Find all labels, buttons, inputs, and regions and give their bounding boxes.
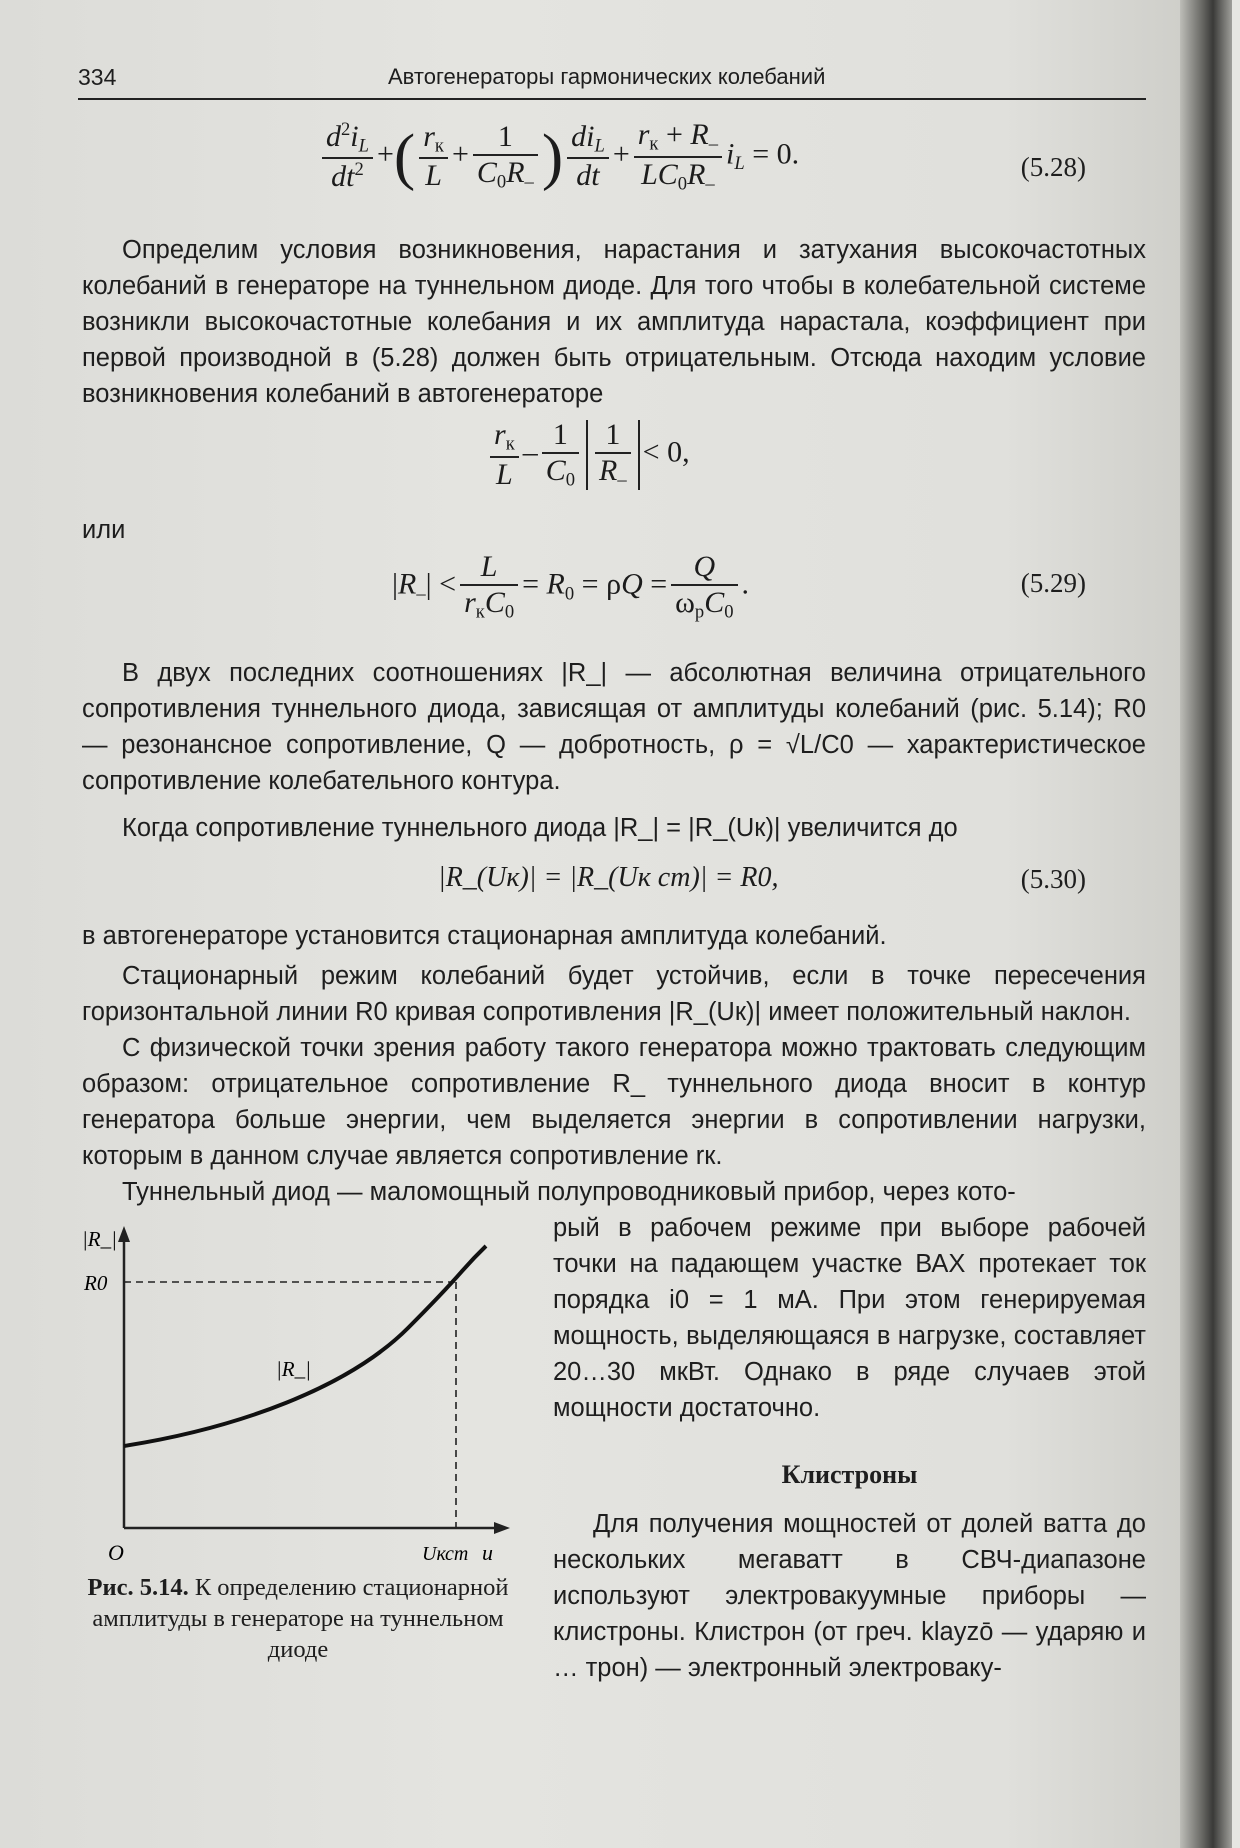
equation-5-30: |R_(Uк)| = |R_(Uк ст)| = R0,: [438, 862, 779, 893]
y-axis-arrow: [118, 1226, 130, 1242]
ukst-label: Uкст: [422, 1543, 469, 1565]
caption-number: Рис. 5.14.: [87, 1574, 189, 1601]
or-word: или: [82, 516, 126, 544]
paragraph-stationary: в автогенераторе установится стационарная амплитуда колебаний.: [82, 922, 887, 950]
curve-label: |R_|: [276, 1357, 311, 1381]
next-page-edge: [1232, 0, 1240, 1848]
paragraph-tunnel-rest: рый в рабочем режиме при выборе рабочей точки на падающем участке ВАХ протекает ток порядка i0 = 1 мА. При этом генерируемая мощность, выделяющаяся в нагрузке, составляет 20…30 мкВт. Однако в ряде случаев этой мощности достаточно.: [553, 1214, 1146, 1422]
paragraph-definitions: В двух последних соотношениях |R_| — абсолютная величина отрицательного сопротивления туннельного диода, зависящая от амплитуды колебаний (рис. 5.14); R0 — резонансное сопротивление, Q — добротность, ρ = √L/C0 — характеристическое сопротивление колебательного контура.: [82, 659, 1146, 795]
origin-label: O: [108, 1540, 124, 1565]
paragraph-physics: С физической точки зрения работу такого генератора можно трактовать следующим образом: отрицательное сопротивление R_ туннельного диода вносит в контур генератора больше энергии, чем выделяется энергии в сопротивлении нагрузки, которым в данном случае является сопротивление rк.: [82, 1034, 1146, 1170]
book-spine-shadow: [1180, 0, 1240, 1848]
x-axis-arrow: [494, 1522, 510, 1534]
caption-text: К определению стационарной амплитуды в генераторе на туннельном диоде: [92, 1574, 509, 1663]
paragraph-klystrons: Для получения мощностей от долей ватта до нескольких мегаватт в СВЧ-диапазоне используют электровакуумные приборы — клистроны. Клистрон (от греч. klayzō — ударяю и … трон) — электронный электроваку-: [553, 1510, 1146, 1682]
equation-5-28: $\frac{d^2i_L}{dt^2}$ +( $\frac{r_к}{L}$ + $\frac{1}{C_0R_-}$ ) $\frac{di_L}{dt}$ + $\frac{r_к + R_-}{LC_0R_-}$ $i_L = 0$.: [318, 118, 799, 195]
equation-number-5-29: (5.29): [1020, 568, 1086, 598]
paragraph-stability: Стационарный режим колебаний будет устойчив, если в точке пересечения горизонтальной линии R0 кривая сопротивления |R_(Uк)| имеет положительный наклон.: [82, 962, 1146, 1026]
resistance-curve: [124, 1246, 486, 1446]
page-number: 334: [78, 64, 117, 90]
paragraph-tunnel-lead: Туннельный диод — маломощный полупроводниковый прибор, через кото-: [122, 1178, 1016, 1206]
equation-5-29: $|R_-|$ < $\frac{L}{r_кC_0}$ = $R_0 = \rho Q$ = $\frac{Q}{\omega_рC_0}$ .: [392, 550, 750, 623]
equation-number-5-30: (5.30): [1020, 864, 1086, 894]
equation-condition: $\frac{r_к}{L}$ – $\frac{1}{C_0}$ $\frac{1}{R_-}$ < 0,: [486, 418, 690, 492]
equation-number-5-28: (5.28): [1020, 152, 1086, 182]
paragraph-increase: Когда сопротивление туннельного диода |R_| = |R_(Uк)| увеличится до: [122, 814, 958, 842]
running-header: [78, 62, 1146, 100]
paragraph-conditions: Определим условия возникновения, нарастания и затухания высокочастотных колебаний в генераторе на туннельном диоде. Для того чтобы в колебательной системе возникли высокочастотные колебания и их амплитуда нарастала, коэффициент при первой производной в (5.28) должен быть отрицательным. Отсюда находим условие возникновения колебаний в автогенераторе: [82, 236, 1146, 408]
running-title: Автогенераторы гармонических колебаний: [388, 64, 826, 89]
figure-caption: [78, 1572, 518, 1665]
section-title: Клистроны: [781, 1460, 918, 1489]
r0-label: R0: [84, 1271, 108, 1295]
y-axis-label: |R_|: [82, 1227, 117, 1251]
x-axis-label: u: [482, 1540, 493, 1565]
